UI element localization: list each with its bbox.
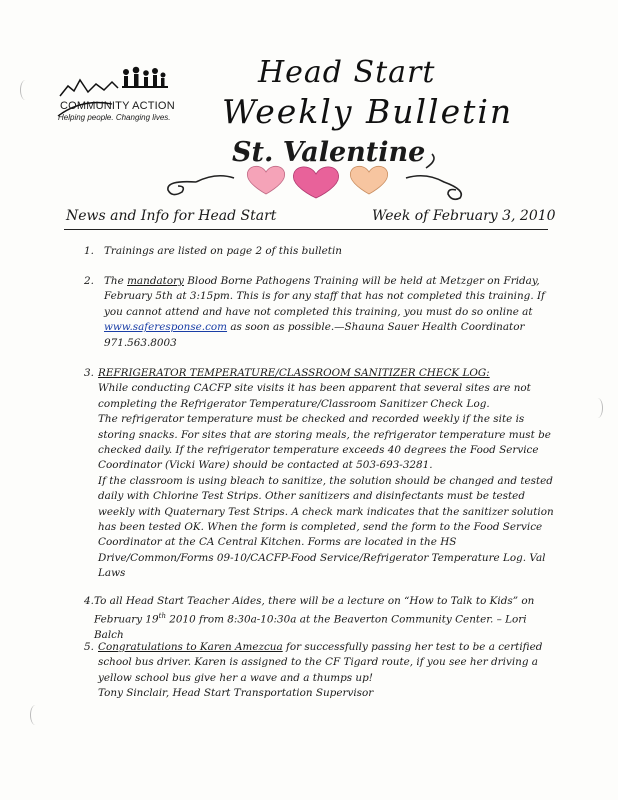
heart-icon-left — [247, 166, 284, 194]
saferesponse-link[interactable]: www.saferesponse.com — [104, 321, 228, 334]
paragraph-3: If the classroom is using bleach to sanitize, the solution should be changed and tested daily with Chlorine Test Strips. Other sanitizers and disinfectants must be tested weekly with Quaternary Test Strips. A check mark indicates that the sanitizer solution has been tested OK. When the form is completed, send the form to the Food Service Coordinator at the CA Central Kitchen. Forms are located in the HS Drive/Common/Forms 09-10/CACFP-Food Service/Refrigerator Temperature Log. Val Laws — [98, 474, 554, 580]
subheader-left: News and Info for Head Start — [66, 208, 277, 224]
item-body — [94, 594, 559, 644]
right-flourish — [406, 154, 461, 199]
bulletin-item-1 — [84, 244, 559, 259]
item-text-mid: Blood Borne Pathogens Training will be held at Metzger on Friday, February 5th at 3:15pm. This is for any staff that has not completed this training. If you cannot attend and have not completed this training, you must do so online at — [104, 275, 545, 318]
heart-ornament — [156, 150, 476, 205]
item-number: 4. — [84, 595, 94, 607]
item-number: 2. — [84, 275, 94, 287]
heart-icon-middle — [293, 167, 338, 198]
item-text-post: 2010 from 8:30a-10:30a at the Beaverton Community Center. – Lori Balch — [94, 613, 527, 642]
item-text: for successfully passing her test to be a certified school bus driver. Karen is assigned to the CF Tigard route, if you see her driving a yellow school bus give her a wave and a thumps up! — [98, 641, 543, 684]
item-text-pre: To all Head Start Teacher Aides, there will be a lecture on “How to Talk to Kids” on February 19 — [94, 595, 535, 626]
heart-icon-right — [350, 166, 387, 194]
paragraph-2: The refrigerator temperature must be checked and recorded weekly if the site is storing snacks. For sites that are storing meals, the refrigerator temperature must be checked daily. If the refrigerator temperature exceeds 40 degrees the Food Service Coordinator (Vicki Ware) should be contacted at 503-693-3281. — [98, 413, 551, 472]
binder-hole-top — [20, 80, 31, 100]
mandatory-emphasis: mandatory — [127, 275, 184, 287]
item-number: 5. — [84, 641, 94, 653]
logo-people-figures — [122, 67, 168, 88]
item-text: Trainings are listed on page 2 of this bulletin — [104, 245, 342, 257]
binder-hole-middle — [592, 398, 603, 418]
paragraph-1: While conducting CACFP site visits it has been apparent that several sites are not completing the Refrigerator Temperature/Classroom Sanitizer Check Log. — [98, 382, 531, 410]
logo-name: COMMUNITY ACTION — [60, 100, 175, 112]
header-divider — [64, 229, 548, 230]
item-text-pre: The — [104, 275, 128, 287]
item-number: 1. — [84, 245, 94, 257]
bulletin-item-2 — [84, 274, 559, 351]
logo-tagline: Helping people. Changing lives. — [58, 113, 171, 122]
item-body — [104, 274, 559, 351]
title-line-2: Weekly Bulletin — [222, 92, 514, 131]
subheader-date: Week of February 3, 2010 — [372, 208, 556, 224]
item-body — [98, 640, 559, 702]
item-body — [98, 366, 559, 582]
left-flourish — [168, 176, 234, 195]
signature: Tony Sinclair, Head Start Transportation Supervisor — [98, 687, 374, 700]
bulletin-item-5 — [84, 640, 559, 702]
valentine-banner: St. Valentine — [232, 137, 426, 168]
section-heading: REFRIGERATOR TEMPERATURE/CLASSROOM SANITIZER CHECK LOG: — [98, 367, 490, 379]
logo-mountain-line — [60, 80, 118, 96]
item-text-post: as soon as possible.—Shauna Sauer Health Coordinator — [227, 321, 525, 334]
ordinal-suffix: th — [158, 612, 166, 621]
bulletin-item-4 — [84, 594, 559, 644]
binder-hole-bottom — [30, 705, 41, 725]
contact-phone: 971.563.8003 — [104, 336, 177, 349]
item-number: 3. — [84, 367, 94, 379]
congratulations-emphasis: Congratulations to Karen Amezcua — [98, 641, 283, 653]
title-line-1: Head Start — [258, 55, 436, 90]
bulletin-item-3 — [84, 366, 559, 582]
